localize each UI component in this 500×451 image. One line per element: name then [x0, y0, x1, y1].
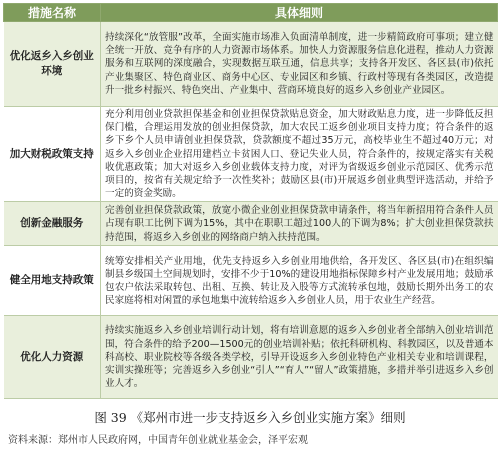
measure-detail: 持续深化“放管服”改革，全面实施市场准入负面清单制度，进一步精简政府可事项；建立健全统一开放、竞争有序的人力资源市场体系。加快人力资源服务信息化进程，推动人力资源服务和互联网的深度融合，实现数据互联互通，信息共享；支持各开发区、各区县(市)依托产业集聚区、特色商业区、商务中心区、专业园区和乡镇、行政村等现有各类园区，改造提升一批乡村振兴、特色突出、产业集中、营商环境良好的返乡入乡创业产业园区。	[101, 22, 498, 107]
measure-name: 加大财税政策支持	[4, 107, 101, 202]
table-row	[4, 246, 498, 316]
figure-caption: 图 39 《郑州市进一步支持返乡入乡创业实施方案》细则	[94, 410, 406, 425]
measure-name: 健全用地支持政策	[4, 246, 101, 316]
measure-name: 优化人力资源	[4, 316, 101, 399]
header-detail: 具体细则	[101, 4, 498, 22]
policy-table-container	[3, 3, 497, 399]
measure-detail: 完善创业担保贷款政策，放宽小微企业创业担保贷款申请条件，将当年新招用符合条件人员占现有职工比例下调为15%，其中在职职工超过100人的下调为8%；扩大创业担保贷款扶持范围，将返乡入乡创业的网络商户纳入扶持范围。	[101, 202, 498, 246]
measure-detail: 统筹安排相关产业用地，优先支持返乡入乡创业用地供给，各开发区、各区县(市)在组织编制县乡级国土空间规划时，安排不少于10%的建设用地指标保障乡村产业发展用地；鼓励承包农户依法采取转包、出租、互换、转让及入股等方式流转承包地，鼓励长期外出务工的农民家庭将相对闲置的承包地集中流转给返乡入乡创业人员，用于农业生产经营。	[101, 246, 498, 316]
measure-name: 优化返乡入乡创业环境	[4, 22, 101, 107]
table-header-row	[4, 4, 498, 22]
measure-detail: 持续实施返乡入乡创业培训行动计划，将有培训意愿的返乡入乡创业者全部纳入创业培训范围，符合条件的给予200—1500元的创业培训补贴；依托科研机构、科教园区，以及普通本科高校、职业院校等各级各类学校，引导开设返乡入乡创业特色产业相关专业和培训课程，实训实操班等；完善返乡入乡创业“引人”“育人”“留人”政策措施，多措并举引进返乡入乡创业人才。	[101, 316, 498, 399]
measure-name: 创新金融服务	[4, 202, 101, 246]
table-row	[4, 22, 498, 107]
source-note: 资料来源：郑州市人民政府网，中国青年创业就业基金会，泽平宏观	[8, 435, 308, 446]
measure-detail: 充分利用创业贷款担保基金和创业担保贷款贴息资金，加大财政贴息力度，进一步降低反担保门槛，合理运用发放的创业担保贷款，加大农民工返乡创业项目支持力度；符合条件的返乡下乡个人员申请创业担保贷款，贷款额度不超过35万元，高校毕业生不超过40万元；对返乡入乡创业企业招用建档立卡贫困人口、登记失业人员，符合条件的，按规定落实有关税收优惠政策；加大对返乡入乡创业载体支持力度，对评为省级返乡创业示范园区、优秀示范项目的，按省有关规定给予一次性奖补；鼓励区县(市)开展返乡创业典型评选活动，并给予一定的资金奖励。	[101, 107, 498, 202]
table-row	[4, 107, 498, 202]
table-row	[4, 316, 498, 399]
policy-table	[3, 3, 498, 399]
table-row	[4, 202, 498, 246]
header-measure: 措施名称	[4, 4, 101, 22]
